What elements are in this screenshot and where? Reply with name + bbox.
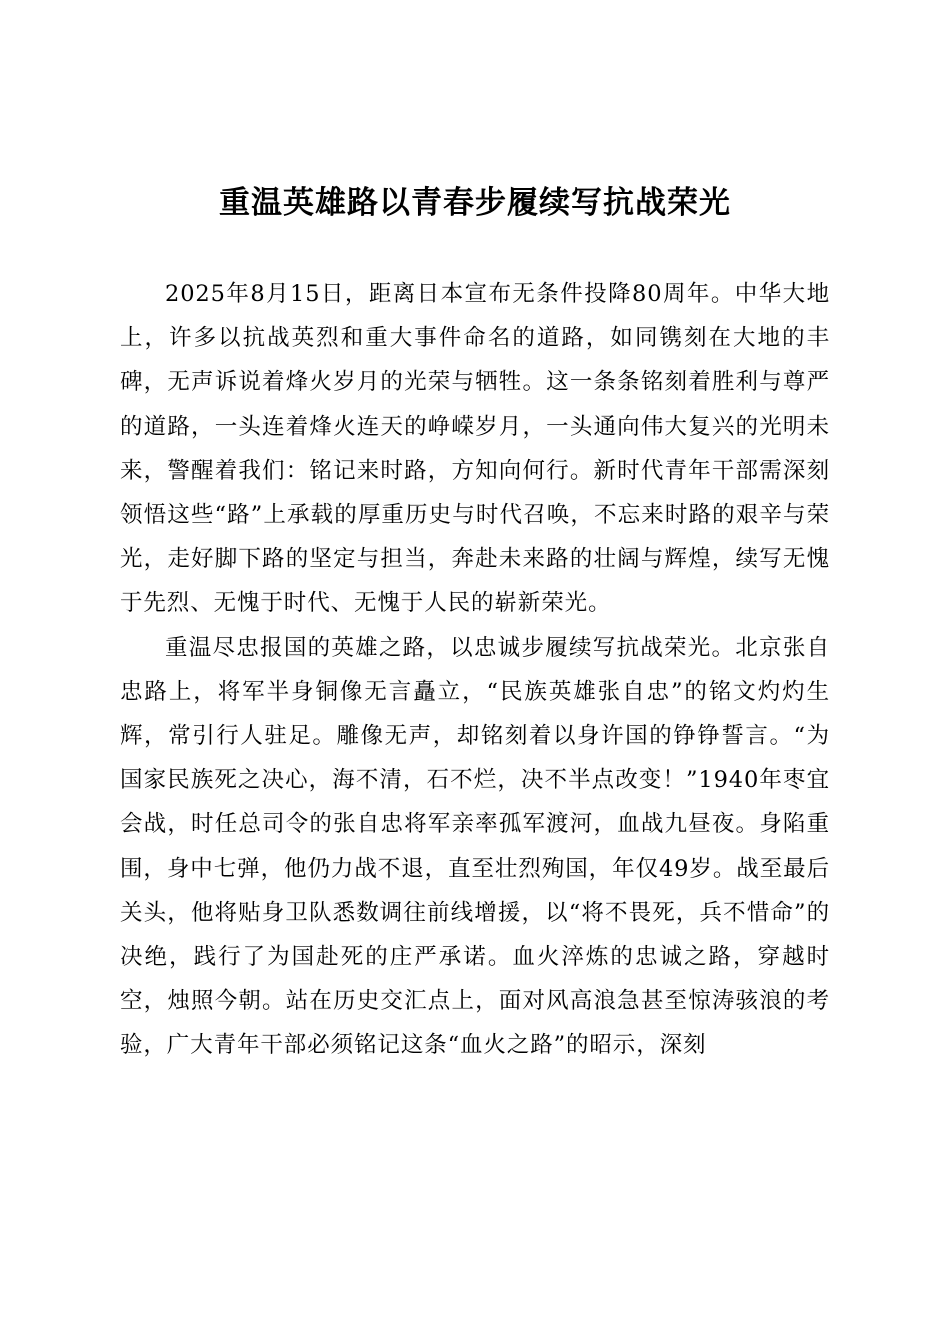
document-title: 重温英雄路以青春步履续写抗战荣光 xyxy=(219,185,731,221)
document-body xyxy=(120,272,830,1068)
paragraph-1: 2025年8月15日，距离日本宣布无条件投降80周年。中华大地上，许多以抗战英烈和重大事件命名的道路，如同镌刻在大地的丰碑，无声诉说着烽火岁月的光荣与牺牲。这一条条铭刻着胜利与尊严的道路，一头连着烽火连天的峥嵘岁月，一头通向伟大复兴的光明未来，警醒着我们：铭记来时路，方知向何行。新时代青年干部需深刻领悟这些“路”上承载的厚重历史与时代召唤，不忘来时路的艰辛与荣光，走好脚下路的坚定与担当，奔赴未来路的壮阔与辉煌，续写无愧于先烈、无愧于时代、无愧于人民的崭新荣光。 xyxy=(120,281,830,617)
paragraph-2: 重温尽忠报国的英雄之路，以忠诚步履续写抗战荣光。北京张自忠路上，将军半身铜像无言矗立，“民族英雄张自忠”的铭文灼灼生辉，常引行人驻足。雕像无声，却铭刻着以身许国的铮铮誓言。“为国家民族死之决心，海不清，石不烂，决不半点改变！”1940年枣宜会战，时任总司令的张自忠将军亲率孤军渡河，血战九昼夜。身陷重围，身中七弹，他仍力战不退，直至壮烈殉国，年仅49岁。战至最后关头，他将贴身卫队悉数调往前线增援，以“将不畏死，兵不惜命”的决绝，践行了为国赴死的庄严承诺。血火淬炼的忠诚之路，穿越时空，烛照今朝。站在历史交汇点上，面对风高浪急甚至惊涛骇浪的考验，广大青年干部必须铭记这条“血火之路”的昭示，深刻 xyxy=(120,634,830,1059)
